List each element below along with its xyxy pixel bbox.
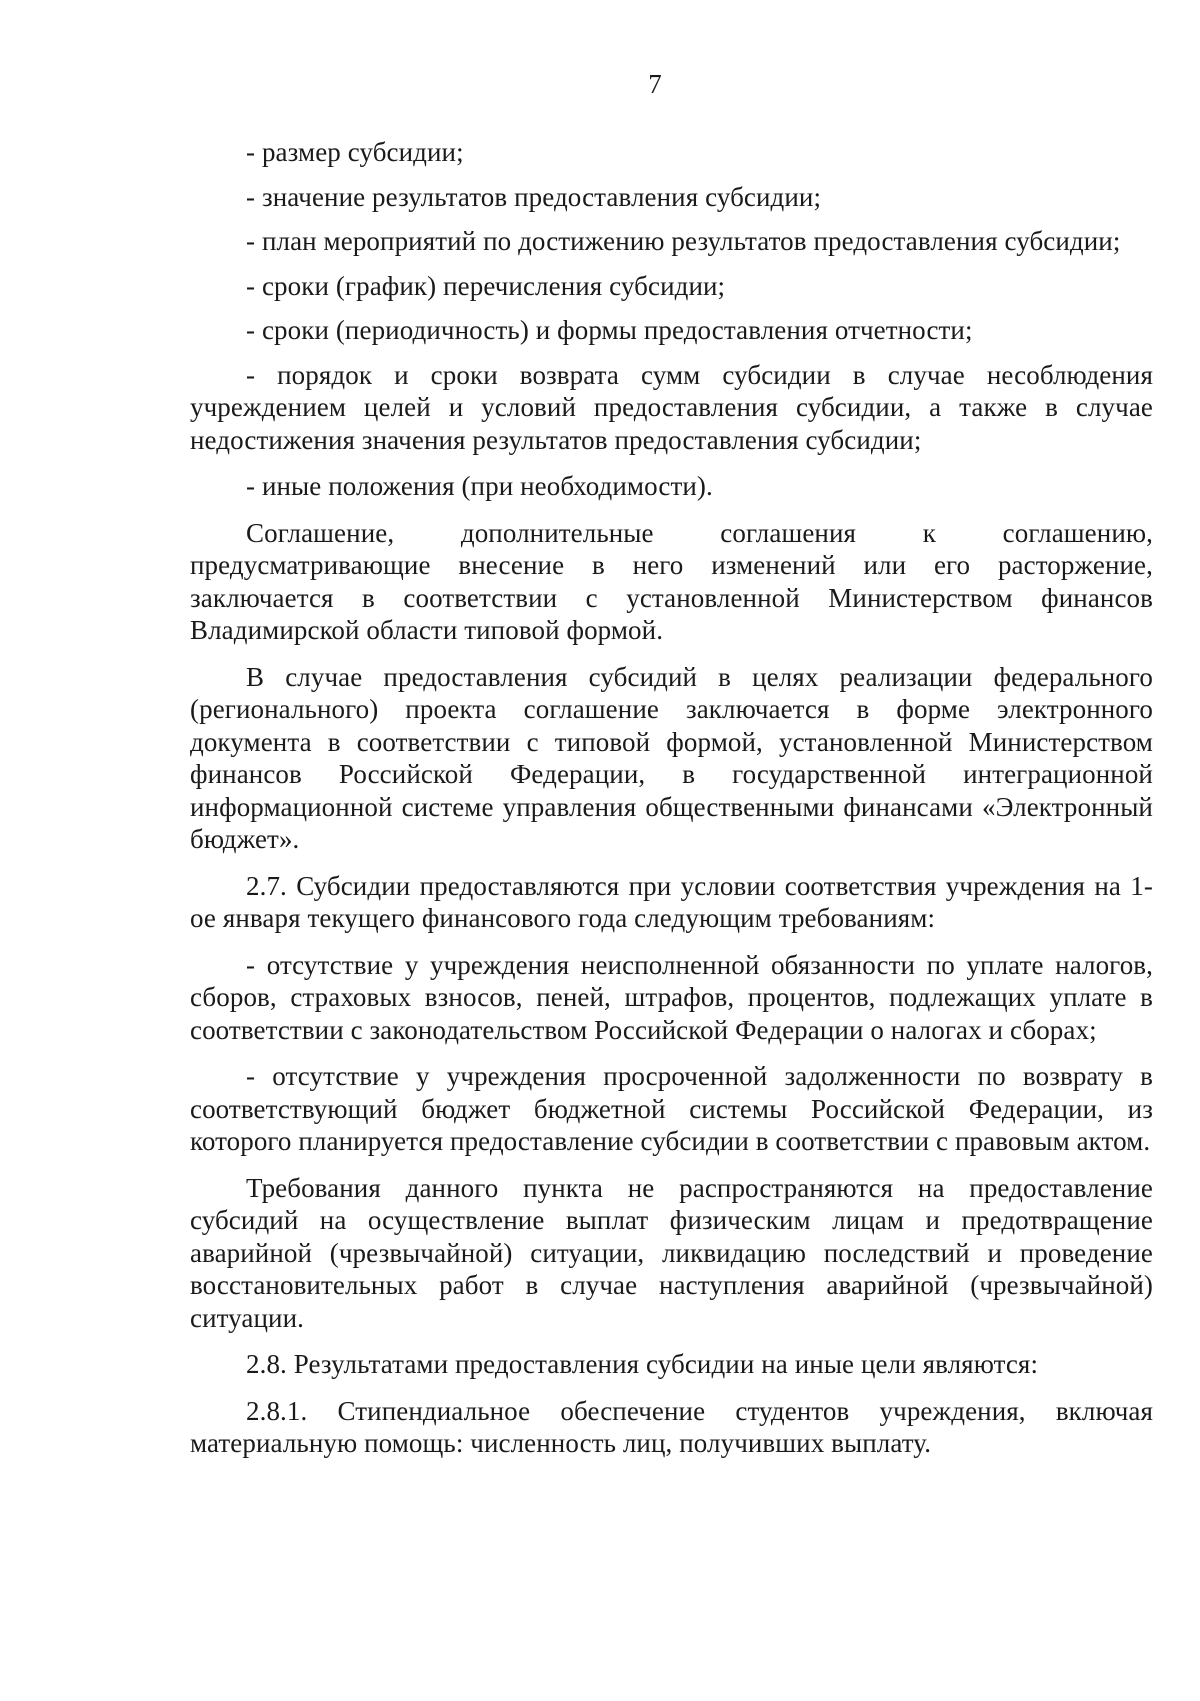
page-number: 7 — [648, 69, 662, 99]
list-item-results-value: - значение результатов предоставления субсидии; — [246, 181, 822, 212]
paragraph-requirements-exception: Требования данного пункта не распространяются на предоставление субсидий на осуществление выплат физическим лицам и предотвращение аварийной (чрезвычайной) ситуации, ликвидацию последствий и проведение восстановительных работ в случае наступления аварийной (чрезвычайной) ситуации. — [190, 1172, 1153, 1333]
list-item-no-overdue-debt: - отсутствие у учреждения просроченной задолженности по возврату в соответствующий бюджет бюджетной системы Российской Федерации, из которого планируется предоставление субсидии в соответствии с правовым актом. — [190, 1061, 1153, 1156]
list-item-other-provisions: - иные положения (при необходимости). — [246, 471, 713, 501]
document-body — [190, 136, 1153, 1474]
paragraph-section-2-7: 2.7. Субсидии предоставляются при условии соответствия учреждения на 1-ое января текущего финансового года следующим требованиям: — [190, 870, 1153, 933]
paragraph-agreement: Соглашение, дополнительные соглашения к соглашению, предусматривающие внесение в него изменений или его расторжение, заключается в соответствии с установленной Министерством финансов Владимирской области типовой формой. — [190, 517, 1153, 645]
list-item-refund-procedure: - порядок и сроки возврата сумм субсидии в случае несоблюдения учреждением целей и условий предоставления субсидии, а также в случае недостижения значения результатов предоставления субсидии; — [190, 359, 1153, 455]
paragraph-section-2-8-1: 2.8.1. Стипендиальное обеспечение студентов учреждения, включая материальную помощь: численность лиц, получивших выплату. — [190, 1395, 1153, 1458]
list-item-subsidy-size: - размер субсидии; — [246, 137, 464, 167]
list-item-no-tax-debt: - отсутствие у учреждения неисполненной обязанности по уплате налогов, сборов, страховых взносов, пеней, штрафов, процентов, подлежащих уплате в соответствии с законодательством Российской Федерации о налогах и сборах; — [190, 949, 1153, 1045]
list-item-action-plan: - план мероприятий по достижению результатов предоставления субсидии; — [246, 226, 1121, 256]
paragraph-electronic-budget: В случае предоставления субсидий в целях реализации федерального (регионального) проекта соглашение заключается в форме электронного документа в соответствии с типовой формой, установленной Министерством финансов Российской Федерации, в государственной интеграционной информационной системе управления общественными финансами «Электронный бюджет». — [190, 661, 1153, 854]
list-item-reporting-terms: - сроки (периодичность) и формы предоставления отчетности; — [246, 315, 973, 345]
list-item-transfer-schedule: - сроки (график) перечисления субсидии; — [246, 270, 726, 301]
paragraph-section-2-8: 2.8. Результатами предоставления субсидии на иные цели являются: — [246, 1349, 1039, 1379]
